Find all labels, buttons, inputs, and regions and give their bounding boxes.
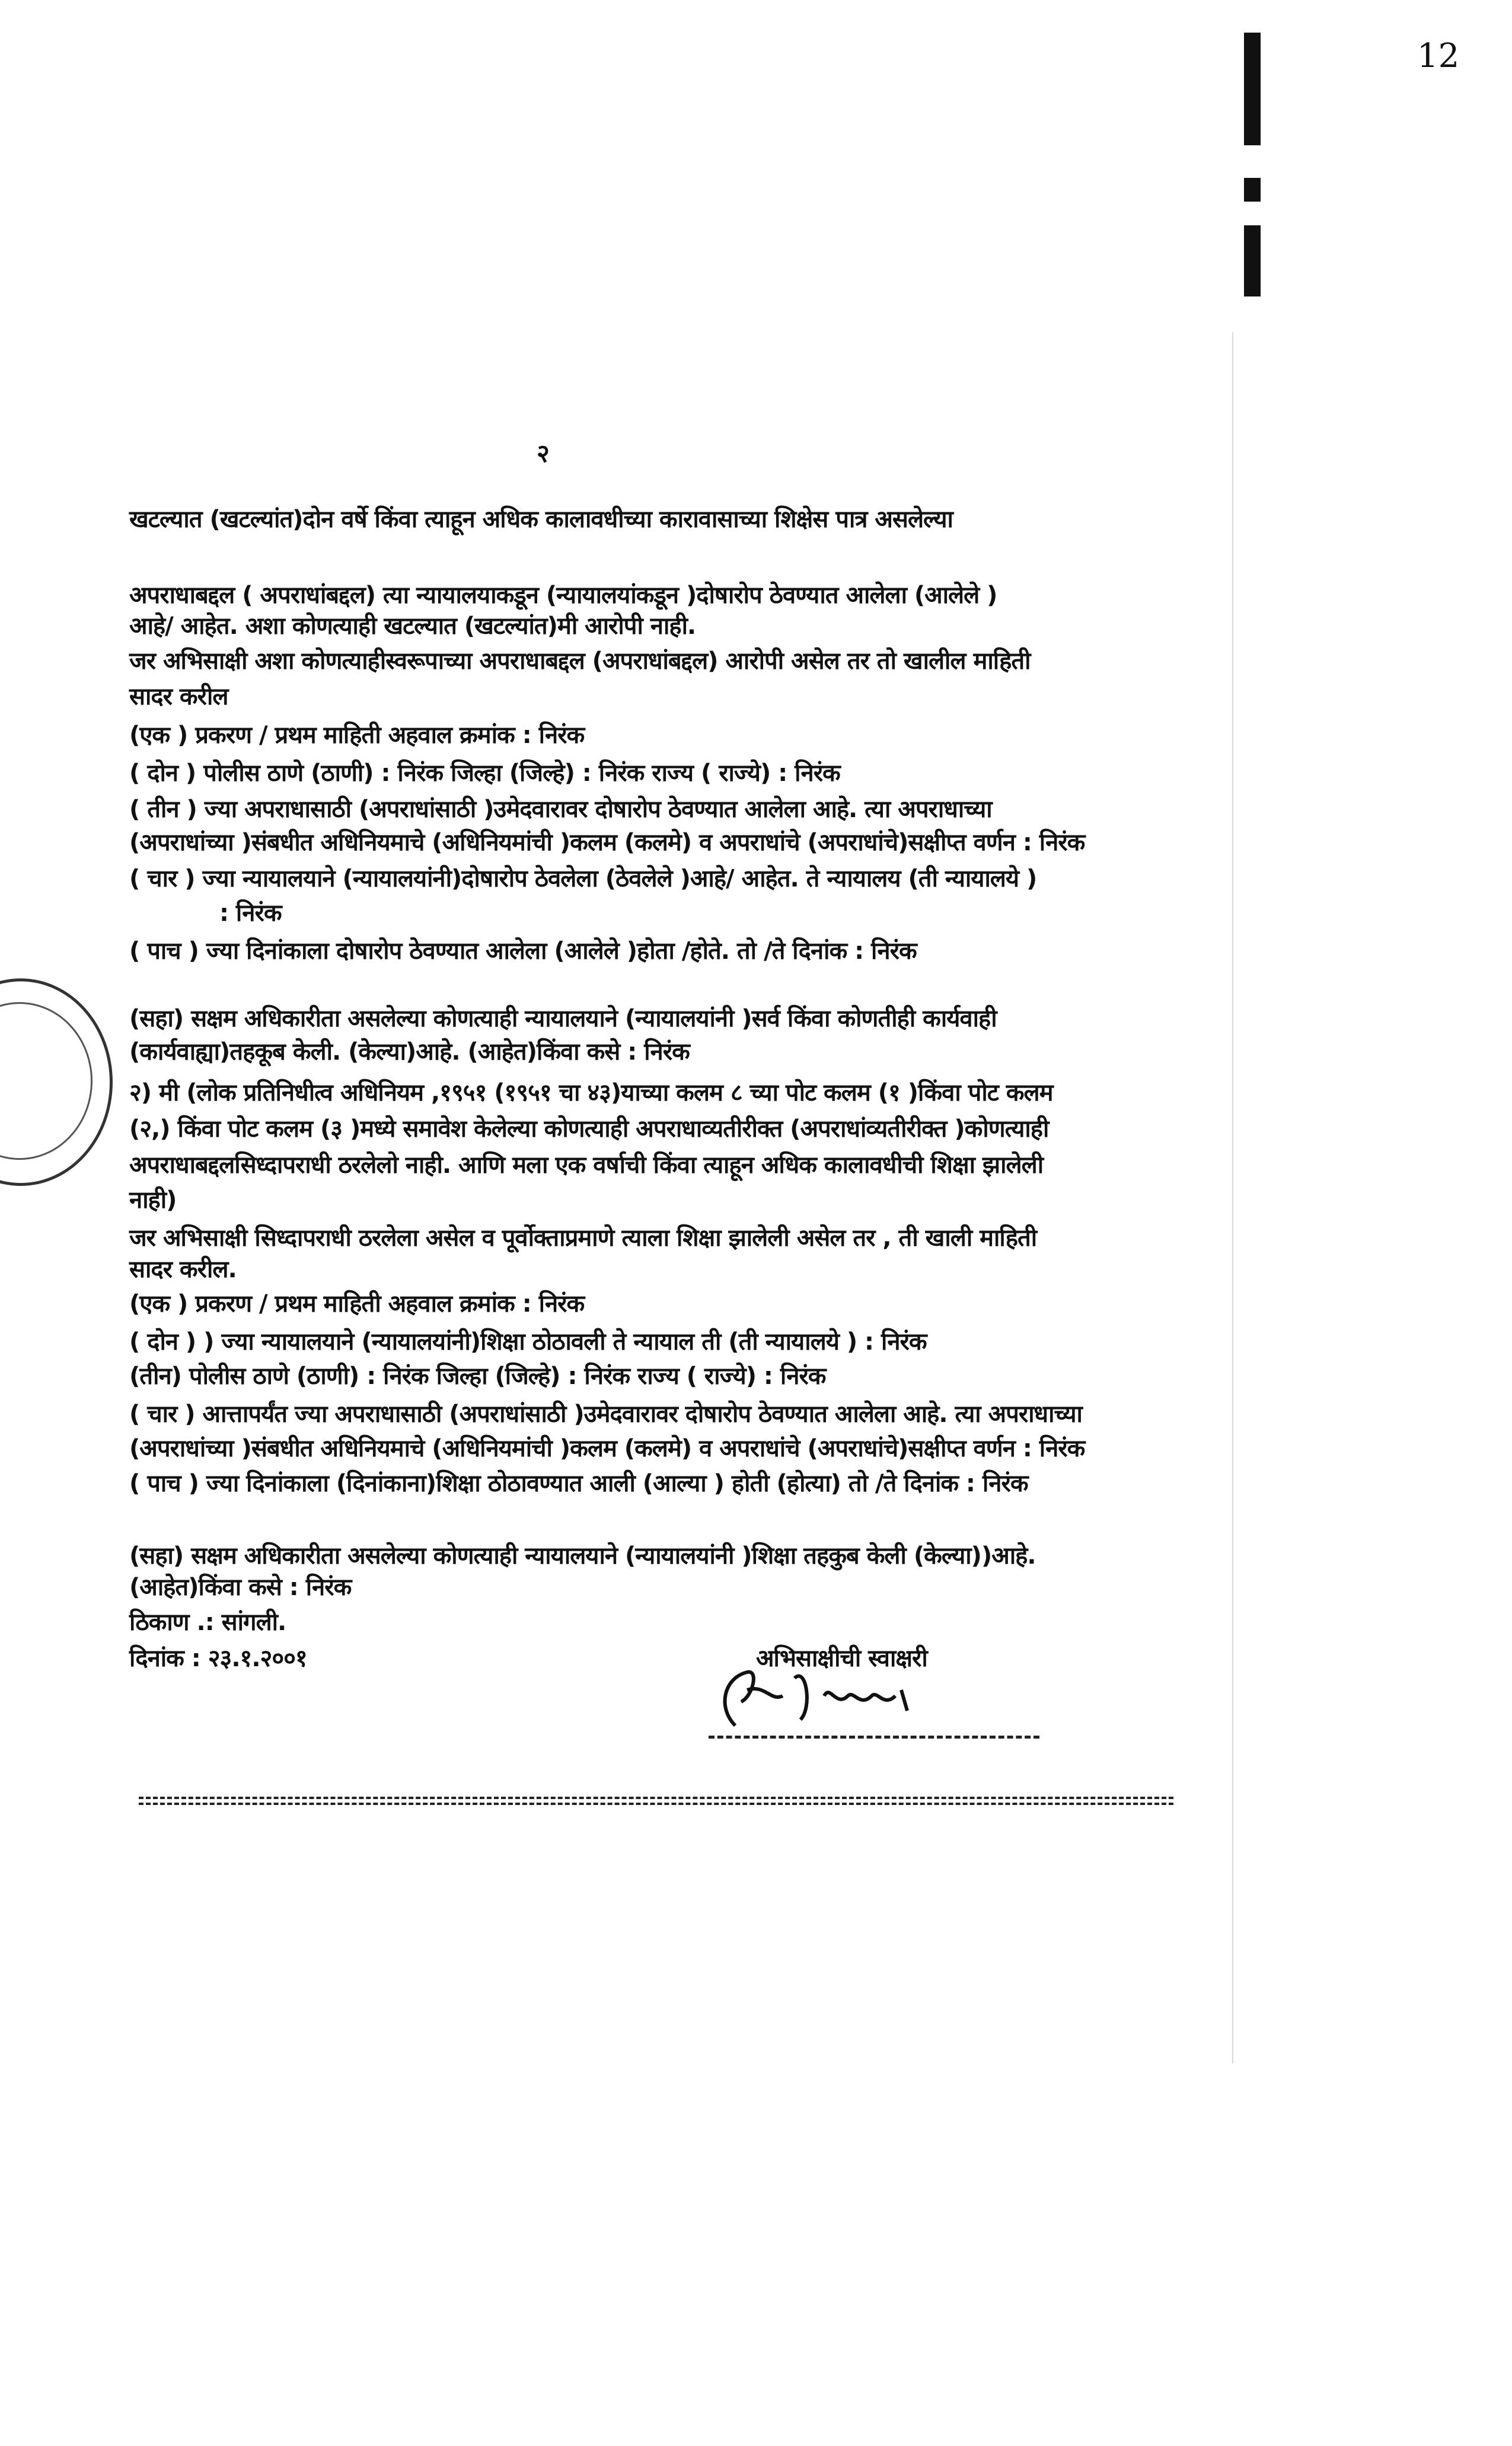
text-line: (आहेत)किंवा कसे : निरंक xyxy=(129,1574,352,1601)
text-line: अपराधाबद्दलसिध्दापराधी ठरलेलो नाही. आणि मला एक वर्षाची किंवा त्याहून अधिक कालावधीची शिक्षा झालेली xyxy=(129,1152,1044,1179)
text-line: आहे/ आहेत. अशा कोणत्याही खटल्यात (खटल्यांत)मी आरोपी नाही. xyxy=(129,613,696,640)
text-line: २) मी (लोक प्रतिनिधीत्व अधिनियम ,१९५१ (१९५१ चा ४३)याच्या कलम ८ च्या पोट कलम (१ )किंवा पोट कलम xyxy=(129,1079,1053,1106)
text-line: (कार्यवाह्या)तहकूब केली. (केल्या)आहे. (आहेत)किंवा कसे : निरंक xyxy=(129,1038,690,1066)
section-separator xyxy=(139,1803,1173,1805)
date-line: दिनांक : २३.१.२००१ xyxy=(129,1645,307,1672)
text-line: अपराधाबद्दल ( अपराधांबद्दल) त्या न्यायालयाकडून (न्यायालयांकडून )दोषारोप ठेवण्यात आलेला (आलेले ) xyxy=(129,582,997,609)
page-number: २ xyxy=(537,439,550,468)
text-line: : निरंक xyxy=(219,900,282,927)
signature-line xyxy=(709,1736,1039,1739)
text-line: ( दोन ) ) ज्या न्यायालयाने (न्यायालयांनी)शिक्षा ठोठावली ते न्यायाल ती (ती न्यायालये ) : निरंक xyxy=(129,1328,927,1356)
text-line: ( पाच ) ज्या दिनांकाला (दिनांकाना)शिक्षा ठोठावण्यात आली (आल्या ) होती (होत्या) तो /ते दिनांक : निरंक xyxy=(129,1470,1028,1497)
text-line: ( दोन ) पोलीस ठाणे (ठाणी) : निरंक जिल्हा (जिल्हे) : निरंक राज्य ( राज्ये) : निरंक xyxy=(129,760,840,787)
scan-edge-line xyxy=(1232,332,1233,2064)
place-line: ठिकाण .: सांगली. xyxy=(129,1609,286,1636)
text-line: (अपराधांच्या )संबधीत अधिनियमाचे (अधिनियमांची )कलम (कलमे) व अपराधांचे (अपराधांचे)सक्षीप्त वर्णन : निरंक xyxy=(129,1435,1085,1462)
section-separator xyxy=(139,1797,1173,1799)
text-line: ( पाच ) ज्या दिनांकाला दोषारोप ठेवण्यात आलेला (आलेले )होता /होते. तो /ते दिनांक : निरंक xyxy=(129,937,917,965)
scan-mark xyxy=(1244,33,1261,145)
text-line: जर अभिसाक्षी सिध्दापराधी ठरलेला असेल व पूर्वोक्ताप्रमाणे त्याला शिक्षा झालेली असेल तर , ती खाली माहिती xyxy=(129,1224,1037,1252)
scan-mark xyxy=(1244,178,1261,202)
text-line: (तीन) पोलीस ठाणे (ठाणी) : निरंक जिल्हा (जिल्हे) : निरंक राज्य ( राज्ये) : निरंक xyxy=(129,1363,826,1390)
text-line: ( चार ) आत्तापर्यंत ज्या अपराधासाठी (अपराधांसाठी )उमेदवारावर दोषारोप ठेवण्यात आलेला आहे. त्या अपराधाच्या xyxy=(129,1401,1082,1428)
text-line: (२,) किंवा पोट कलम (३ )मध्ये समावेश केलेल्या कोणत्याही अपराधाव्यतीरीक्त (अपराधांव्यतीरीक्त )कोणत्याही xyxy=(129,1115,1049,1143)
text-line: (सहा) सक्षम अधिकारीता असलेल्या कोणत्याही न्यायालयाने (न्यायालयांनी )शिक्षा तहकुब केली (केल्या))आहे. xyxy=(129,1542,1036,1570)
text-line: (अपराधांच्या )संबधीत अधिनियमाचे (अधिनियमांची )कलम (कलमे) व अपराधांचे (अपराधांचे)सक्षीप्त वर्णन : निरंक xyxy=(129,829,1085,856)
text-line: (एक ) प्रकरण / प्रथम माहिती अहवाल क्रमांक : निरंक xyxy=(129,722,585,749)
handwritten-signature xyxy=(712,1654,1055,1737)
text-line: (एक ) प्रकरण / प्रथम माहिती अहवाल क्रमांक : निरंक xyxy=(129,1290,585,1318)
text-line: (सहा) सक्षम अधिकारीता असलेल्या कोणत्याही न्यायालयाने (न्यायालयांनी )सर्व किंवा कोणतीही कार्यवाही xyxy=(129,1005,997,1032)
text-line: जर अभिसाक्षी अशा कोणत्याहीस्वरूपाच्या अपराधाबद्दल (अपराधांबद्दल) आरोपी असेल तर तो खालील माहिती xyxy=(129,648,1031,675)
text-line: सादर करील. xyxy=(129,1256,237,1283)
text-line: नाही) xyxy=(129,1187,177,1214)
text-line: खटल्यात (खटल्यांत)दोन वर्षे किंवा त्याहून अधिक कालावधीच्या कारावासाच्या शिक्षेस पात्र असलेल्या xyxy=(129,506,953,533)
handwritten-page-number: 12 xyxy=(1417,37,1460,75)
text-line: ( तीन ) ज्या अपराधासाठी (अपराधांसाठी )उमेदवारावर दोषारोप ठेवण्यात आलेला आहे. त्या अपराधाच्या xyxy=(129,796,992,823)
text-line: ( चार ) ज्या न्यायालयाने (न्यायालयांनी)दोषारोप ठेवलेला (ठेवलेले )आहे/ आहेत. ते न्यायालय (ती न्यायालये ) xyxy=(129,865,1037,892)
signature-label: अभिसाक्षीची स्वाक्षरी xyxy=(756,1645,927,1672)
scan-mark xyxy=(1244,225,1261,296)
text-line: सादर करील xyxy=(129,683,228,710)
